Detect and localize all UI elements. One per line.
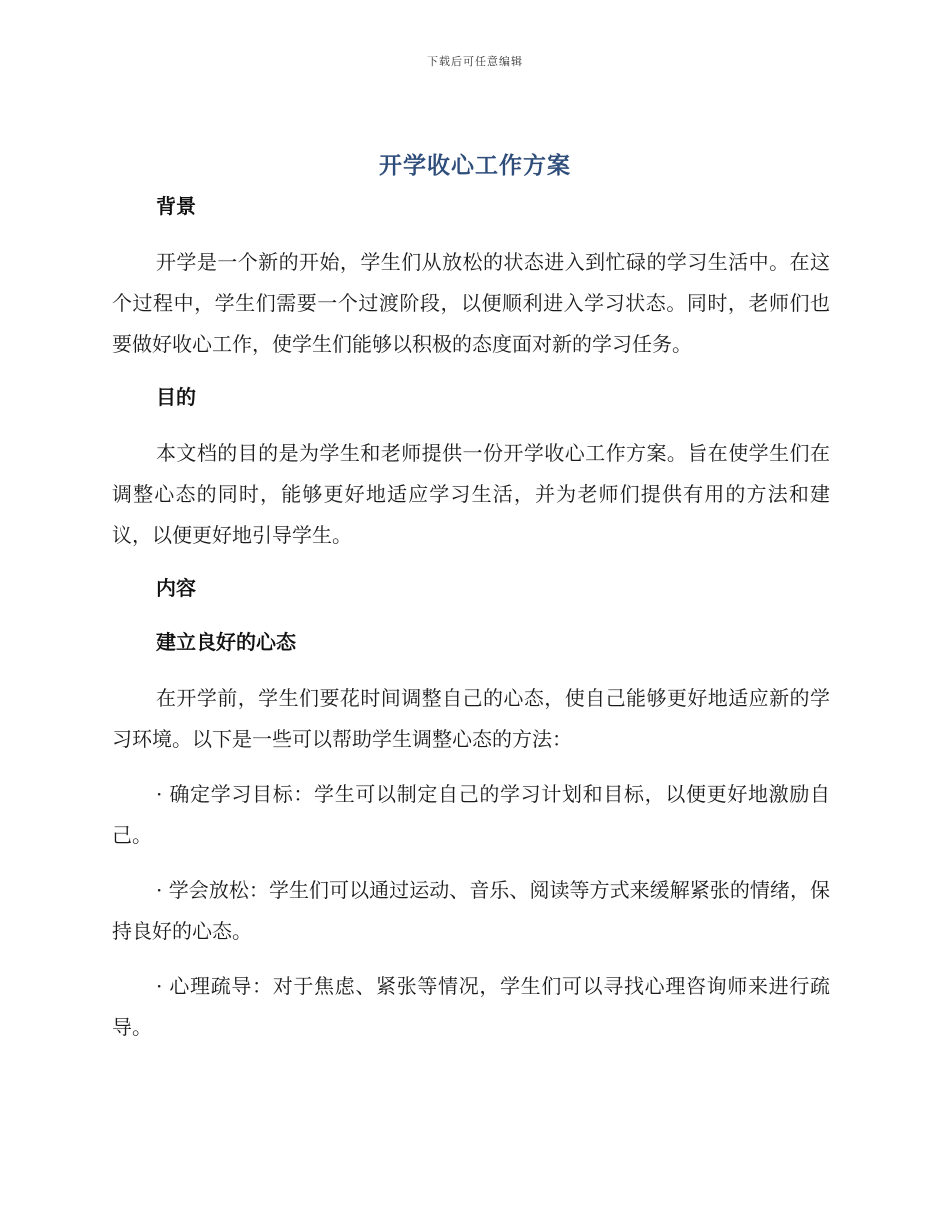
bullet-item-counseling: · 心理疏导：对于焦虑、紧张等情况，学生们可以寻找心理咨询师来进行疏导。: [112, 974, 830, 1039]
bullet-item-learning-goals: · 确定学习目标：学生可以制定自己的学习计划和目标，以便更好地激励自己。: [112, 782, 830, 847]
section-heading-content: 内容: [156, 576, 196, 600]
paragraph-purpose: 本文档的目的是为学生和老师提供一份开学收心工作方案。旨在使学生们在调整心态的同时，能够更好地适应学习生活，并为老师们提供有用的方法和建议，以便更好地引导学生。: [112, 441, 830, 547]
section-heading-background: 背景: [156, 194, 196, 218]
document-title: 开学收心工作方案: [379, 153, 571, 179]
paragraph-mindset-intro: 在开学前，学生们要花时间调整自己的心态，使自己能够更好地适应新的学习环境。以下是一些可以帮助学生调整心态的方法：: [112, 686, 830, 751]
bullet-item-relax: · 学会放松：学生们可以通过运动、音乐、阅读等方式来缓解紧张的情绪，保持良好的心态。: [112, 878, 830, 943]
header-note: 下载后可任意编辑: [427, 55, 523, 68]
paragraph-background: 开学是一个新的开始，学生们从放松的状态进入到忙碌的学习生活中。在这个过程中，学生们需要一个过渡阶段，以便顺利进入学习状态。同时，老师们也要做好收心工作，使学生们能够以积极的态度面对新的学习任务。: [112, 250, 830, 356]
section-heading-purpose: 目的: [156, 385, 196, 409]
subsection-heading-mindset: 建立良好的心态: [156, 630, 296, 654]
document-body: [112, 188, 830, 1062]
